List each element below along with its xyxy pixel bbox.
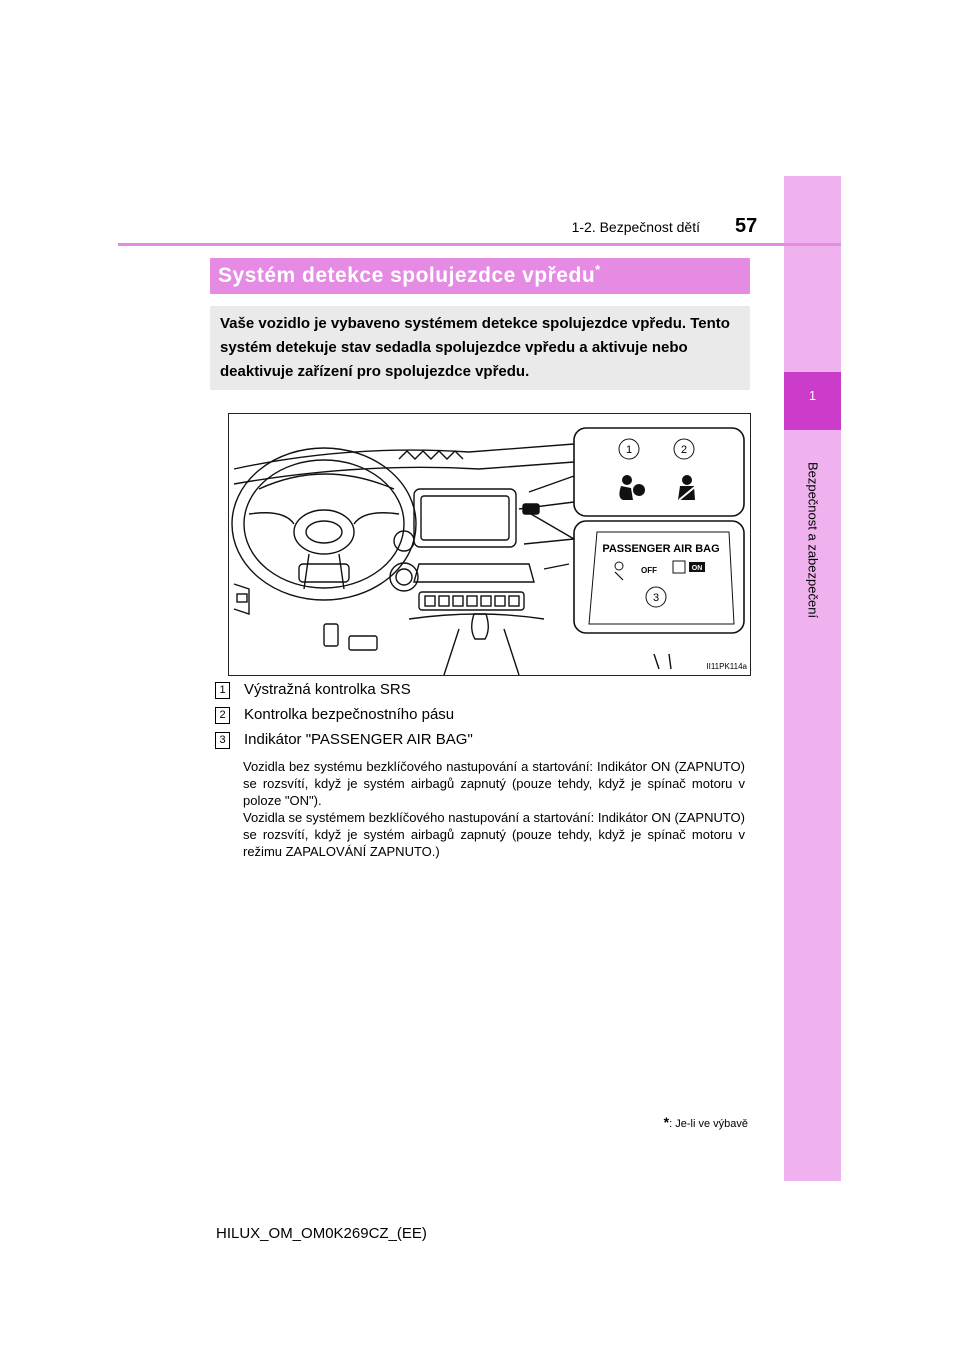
off-label: OFF: [641, 566, 657, 575]
chapter-title: Bezpečnost a zabezpečení: [805, 461, 821, 619]
footnote-marker: *: [663, 1114, 670, 1130]
legend-number: 1: [215, 682, 230, 699]
callout-1-label: 1: [625, 444, 633, 456]
note-paragraph-1: Vozidla bez systému bezklíčového nastupování a startování: Indikátor ON (ZAPNUTO) se rozsvítí, když je systém airbagů zapnutý (pouze tehdy, když je spínač motoru v poloze "ON").: [243, 759, 745, 808]
callout-2-label: 2: [680, 444, 688, 456]
title-marker: *: [595, 262, 601, 277]
center-display: [421, 496, 509, 540]
figure-code: II11PK114a: [706, 662, 747, 671]
legend-text: Výstražná kontrolka SRS: [244, 681, 411, 698]
indicator-location: [523, 504, 539, 514]
page-title: [218, 262, 601, 288]
warning-lights-callout: [574, 428, 744, 516]
section-label: 1-2. Bezpečnost dětí: [571, 219, 700, 235]
chapter-number: 1: [808, 388, 817, 403]
legend-number: 3: [215, 732, 230, 749]
steering-wheel: [232, 448, 416, 600]
on-label: ON: [691, 565, 703, 572]
callout-3-label: 3: [652, 592, 660, 604]
passenger-airbag-label: PASSENGER AIR BAG: [602, 543, 720, 555]
legend-text: Indikátor "PASSENGER AIR BAG": [244, 731, 473, 748]
title-text: Systém detekce spolujezdce vpředu: [218, 264, 596, 287]
chapter-side-tab: [784, 176, 841, 1181]
legend-item-3: [215, 731, 473, 749]
footnote: [560, 1114, 748, 1130]
passenger-airbag-callout: [574, 521, 744, 633]
dashboard-illustration: [228, 413, 751, 676]
footnote-text: : Je-li ve výbavě: [669, 1118, 748, 1130]
document-id: HILUX_OM_OM0K269CZ_(EE): [216, 1225, 427, 1242]
intro-text: Vaše vozidlo je vybaveno systémem detekce spolujezdce vpředu. Tento systém detekuje stav sedadla spolujezdce vpředu a aktivuje nebo deaktivuje zařízení pro spolujezdce vpředu.: [220, 315, 730, 380]
legend-text: Kontrolka bezpečnostního pásu: [244, 706, 455, 723]
header-rule: [118, 243, 841, 246]
note-paragraph-2: Vozidla se systémem bezklíčového nastupování a startování: Indikátor ON (ZAPNUTO) se rozsvítí, když je systém airbagů zapnutý (pouze tehdy, když je spínač motoru v režimu ZAPALOVÁNÍ ZAPNUTO.): [243, 810, 745, 859]
legend-item-1: [215, 681, 411, 699]
indicator-note: [243, 758, 745, 860]
dashboard-drawing: [229, 414, 750, 675]
legend-item-2: [215, 706, 454, 724]
page-number: 57: [735, 215, 758, 237]
legend-number: 2: [215, 707, 230, 724]
